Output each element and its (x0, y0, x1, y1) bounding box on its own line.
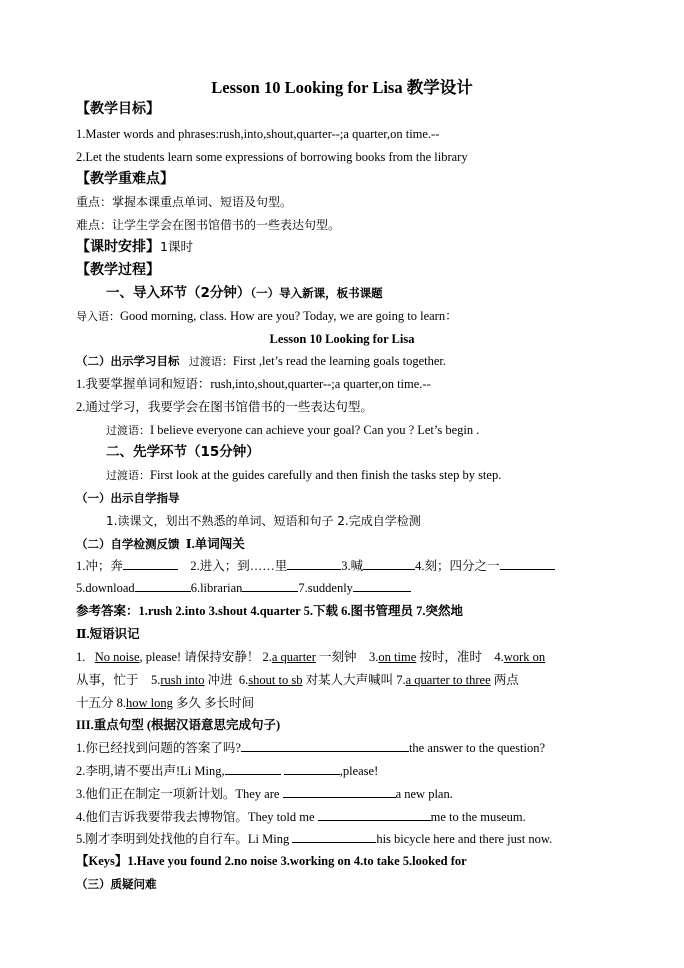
difficulty-line: 难点：让学生学会在图书馆借书的一些表达句型。 (76, 218, 341, 232)
word-item-5: 5.download (76, 581, 135, 595)
sentence-3 (76, 785, 453, 803)
phrase-8-rest: 多久 多长时间 (172, 696, 255, 710)
sentence-header: III.重点句型 (根据汉语意思完成句子) (76, 718, 281, 732)
phrase-3-rest: 按时，准时 (416, 650, 482, 664)
objective-2: 2.Let the students learn some expressions of borrowing books from the library (76, 150, 468, 164)
sentence-2 (76, 762, 378, 780)
sentence-2-blank-1[interactable] (225, 762, 281, 775)
check-header: （二）自学检测反馈 (76, 537, 180, 551)
phrase-1-en: No noise (94, 650, 140, 664)
goal-text: First ,let’s read the learning goals together. (232, 354, 447, 368)
goal-label: （二）出示学习目标 (76, 354, 180, 368)
word-blank-6[interactable] (242, 579, 298, 592)
part1-heading-line (106, 284, 383, 302)
goal-1: 1.我要掌握单词和短语：rush,into,shout,quarter--;a quarter,on time.-- (76, 377, 431, 391)
check-line (76, 535, 245, 553)
lead-line (76, 307, 458, 326)
phrase-3-num: 3. (369, 650, 379, 664)
answers-line: 参考答案：1.rush 2.into 3.shout 4.quarter 5.下载 6.图书管理员 7.突然地 (76, 604, 463, 618)
sentence-5-blank[interactable] (292, 830, 376, 843)
sentence-4-pre: 4.他们吉诉我要带我去博物馆。They told me (76, 810, 318, 824)
word-blank-2[interactable] (287, 557, 341, 570)
phrase-3-en: on time (378, 650, 417, 664)
guide-header: （一）出示自学指导 (76, 491, 180, 505)
goal-2: 2.通过学习，我要学会在图书馆借书的一些表达句型。 (76, 400, 373, 414)
sentence-2-pre: 2.李明,请不要出声!Li Ming, (76, 764, 225, 778)
word-item-4: 4.刻；四分之一 (415, 559, 500, 573)
phrase-2-num: 2. (262, 650, 272, 664)
guide-text: 1.读课文，划出不熟悉的单词、短语和句子 2.完成自学检测 (106, 514, 421, 528)
sentence-3-post: a new plan. (395, 787, 453, 801)
phrase-5-rest: 冲进 (204, 673, 233, 687)
phrase-6-en: shout to sb (248, 673, 303, 687)
check-section: Ⅰ.单词闯关 (185, 537, 245, 551)
phrase-6-rest: 对某人大声喊叫 (302, 673, 394, 687)
word-blank-7[interactable] (353, 579, 411, 592)
sentence-2-blank-2[interactable] (284, 762, 340, 775)
sentence-4-post: me to the museum. (430, 810, 526, 824)
lead-label: 导入语： (76, 310, 120, 323)
lesson-title: Lesson 10 Looking for Lisa (269, 332, 415, 346)
sentence-4 (76, 808, 526, 826)
sentence-1-post: the answer to the question? (408, 741, 546, 755)
process-header: 【教学过程】 (76, 262, 160, 278)
sentence-1-pre: 1.你已经找到问题的答案了吗? (76, 741, 241, 755)
phrase-header: Ⅱ.短语识记 (76, 627, 140, 641)
words-row-1 (76, 557, 555, 575)
phrase-7-cont: 十五分 (76, 696, 114, 710)
document-title: Lesson 10 Looking for Lisa 教学设计 (211, 78, 473, 97)
word-item-7: 7.suddenly (298, 581, 353, 595)
word-blank-1[interactable] (123, 557, 178, 570)
phrase-5-num: 5. (151, 673, 161, 687)
phrase-7-num: 7. (396, 673, 406, 687)
word-item-2: 2.进入；到……里 (190, 559, 288, 573)
part1-sub: （一）导入新课，板书课题 (250, 286, 383, 300)
keypoints-header: 【教学重难点】 (76, 171, 174, 187)
part2-heading: 二、先学环节（15分钟） (106, 444, 260, 460)
phrase-2-en: a quarter (271, 650, 316, 664)
words-row-2 (76, 579, 411, 597)
phrase-line-3 (76, 694, 254, 712)
sentence-2-post: ,please! (339, 764, 379, 778)
phrase-line-1 (76, 648, 545, 666)
sentence-4-blank[interactable] (318, 808, 431, 821)
phrase-4-en: work on (503, 650, 546, 664)
part1-heading: 一、导入环节（2分钟） (106, 285, 251, 301)
keys-line: 【Keys】1.Have you found 2.no noise 3.working on 4.to take 5.looked for (76, 854, 467, 868)
transition-2-line (106, 421, 479, 440)
phrase-line-2 (76, 671, 519, 689)
word-blank-4[interactable] (500, 557, 555, 570)
phrase-1-num: 1. (76, 650, 86, 664)
phrase-5-en: rush into (160, 673, 205, 687)
phrase-7-rest: 两点 (490, 673, 519, 687)
word-blank-3[interactable] (363, 557, 415, 570)
word-item-1: 1.冲；奔 (76, 559, 123, 573)
schedule-header: 【课时安排】 (76, 239, 160, 255)
sentence-3-blank[interactable] (283, 785, 396, 798)
part2-transition-line (106, 466, 501, 485)
schedule-value: 1课时 (160, 239, 193, 254)
phrase-6-num: 6. (238, 673, 249, 687)
phrase-4-num: 4. (494, 650, 504, 664)
lead-text: Good morning, class. How are you? Today, we are going to learn： (120, 309, 458, 323)
word-blank-5[interactable] (135, 579, 191, 592)
sentence-3-pre: 3.他们正在制定一项新计划。They are (76, 787, 283, 801)
focus-line: 重点：掌握本课重点单词、短语及句型。 (76, 195, 293, 209)
objective-1: 1.Master words and phrases:rush,into,shout,quarter--;a quarter,on time.-- (76, 127, 440, 141)
part2-transition-text: First look at the guides carefully and then finish the tasks step by step. (150, 468, 502, 482)
phrase-1-rest: , please! 请保持安静！ (139, 650, 260, 664)
goal-transition-label: 过渡语： (188, 355, 233, 368)
goal-line (76, 352, 446, 371)
phrase-7-en: a quarter to three (405, 673, 491, 687)
qa-header: （三）质疑问难 (76, 877, 157, 891)
sentence-1 (76, 739, 545, 757)
schedule-line (76, 238, 193, 256)
phrase-4-cont: 从事，忙于 (76, 673, 139, 687)
sentence-1-blank[interactable] (241, 739, 409, 752)
phrase-8-en: how long (126, 696, 173, 710)
objectives-header: 【教学目标】 (76, 101, 160, 117)
phrase-8-num: 8. (116, 696, 127, 710)
transition-2-label: 过渡语： (106, 424, 150, 437)
sentence-5-pre: 5.刚才李明到处找他的自行车。Li Ming (76, 832, 293, 846)
sentence-5-post: his bicycle here and there just now. (376, 832, 553, 846)
sentence-5 (76, 830, 552, 848)
phrase-2-rest: 一刻钟 (315, 650, 357, 664)
word-item-3: 3.喊 (341, 559, 364, 573)
transition-2-text: I believe everyone can achieve your goal? Can you ? Let’s begin . (150, 423, 480, 437)
part2-transition-label: 过渡语： (106, 469, 150, 482)
word-item-6: 6.librarian (190, 581, 243, 595)
